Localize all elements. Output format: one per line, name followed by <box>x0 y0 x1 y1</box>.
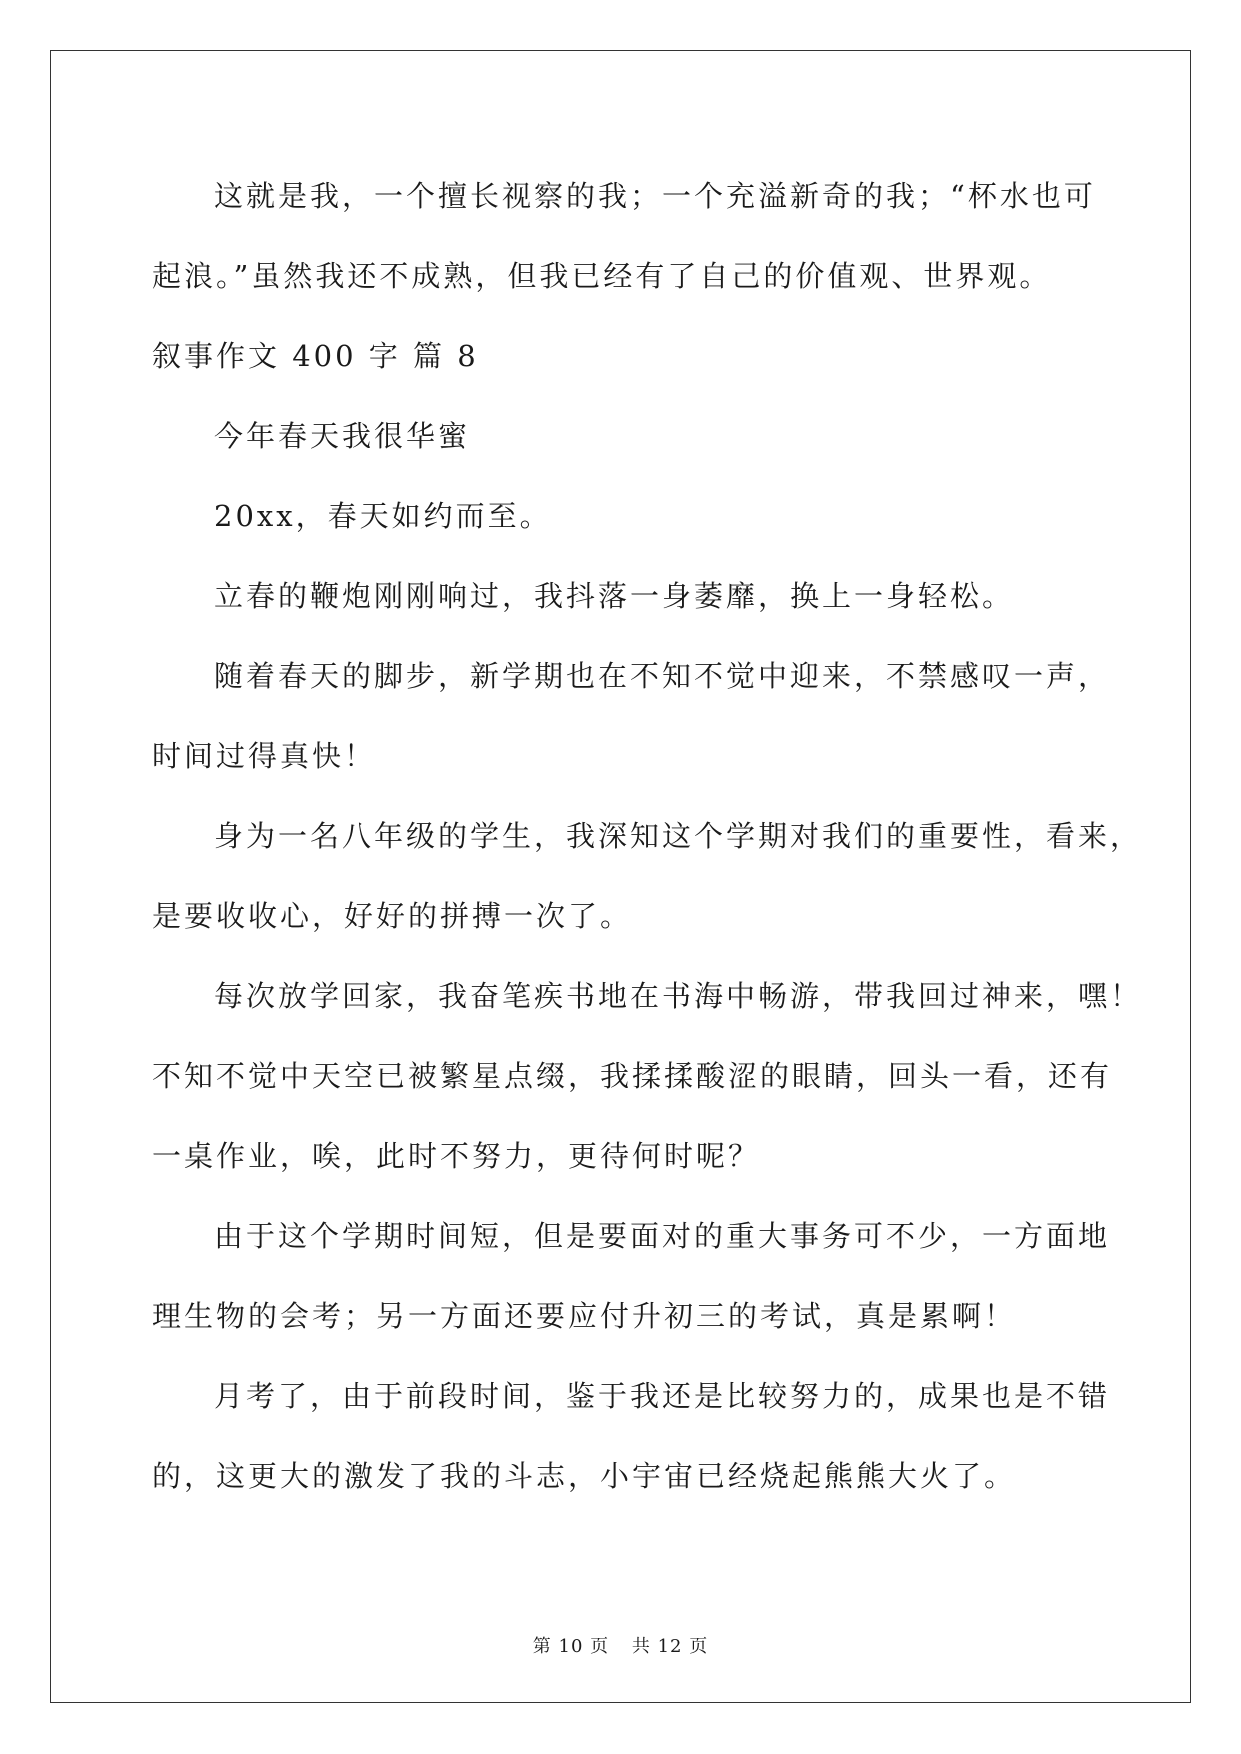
paragraph-line: 时间过得真快！ <box>152 739 377 773</box>
paragraph-line: 一桌作业，唉，此时不努力，更待何时呢？ <box>152 1139 761 1173</box>
paragraph-line: 的，这更大的激发了我的斗志，小宇宙已经烧起熊熊大火了。 <box>152 1459 1017 1493</box>
paragraph-line: 起浪。”虽然我还不成熟，但我已经有了自己的价值观、世界观。 <box>152 259 1052 293</box>
page-number: 第 10 页 <box>532 1636 610 1657</box>
paragraph-line: 不知不觉中天空已被繁星点缀，我揉揉酸涩的眼睛，回头一看，还有 <box>152 1059 1113 1093</box>
paragraph-line: 理生物的会考；另一方面还要应付升初三的考试，真是累啊！ <box>152 1299 1017 1333</box>
paragraph-line: 由于这个学期时间短，但是要面对的重大事务可不少，一方面地 <box>214 1219 1111 1253</box>
paragraph-line: 20xx，春天如约而至。 <box>214 499 552 533</box>
essay-title: 今年春天我很华蜜 <box>214 419 471 453</box>
page-total: 共 12 页 <box>631 1636 709 1657</box>
paragraph-line: 随着春天的脚步，新学期也在不知不觉中迎来，不禁感叹一声， <box>214 659 1111 693</box>
section-heading: 叙事作文 400 字 篇 8 <box>152 339 479 373</box>
page-footer <box>0 1632 1241 1658</box>
paragraph-line: 这就是我，一个擅长视察的我；一个充溢新奇的我；“杯水也可 <box>214 179 1096 213</box>
paragraph-line: 每次放学回家，我奋笔疾书地在书海中畅游，带我回过神来，嘿！ <box>214 979 1143 1013</box>
paragraph-line: 身为一名八年级的学生，我深知这个学期对我们的重要性，看来， <box>214 819 1143 853</box>
paragraph-line: 立春的鞭炮刚刚响过，我抖落一身萎靡，换上一身轻松。 <box>214 579 1015 613</box>
paragraph-line: 是要收收心，好好的拼搏一次了。 <box>152 899 633 933</box>
paragraph-line: 月考了，由于前段时间，鉴于我还是比较努力的，成果也是不错 <box>214 1379 1111 1413</box>
